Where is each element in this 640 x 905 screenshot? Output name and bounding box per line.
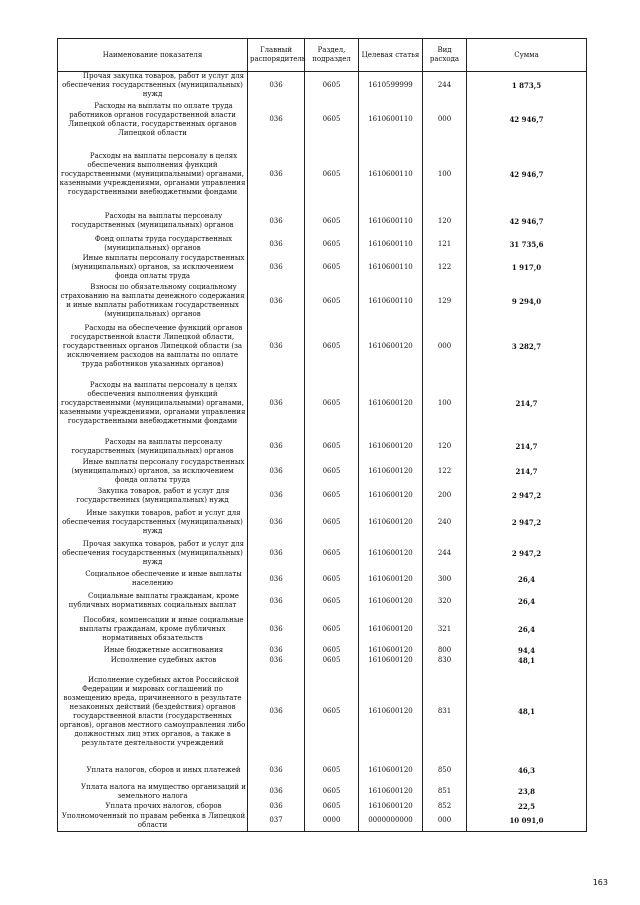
row-target: 1610600110 <box>359 281 423 321</box>
row-amount: 42 946,7 <box>467 99 587 140</box>
row-exp-type: 120 <box>423 208 467 234</box>
row-exp-type: 000 <box>423 321 467 372</box>
row-exp-type: 100 <box>423 140 467 208</box>
row-admin: 036 <box>248 589 305 613</box>
row-name: Прочая закупка товаров, работ и услуг для обеспечения государственных (муниципальных) нужд <box>58 72 248 100</box>
row-exp-type: 200 <box>423 485 467 506</box>
row-admin: 036 <box>248 613 305 645</box>
row-name: Иные выплаты персоналу государственных (муниципальных) органов, за исключением фонда оплаты труда <box>58 254 248 281</box>
row-admin: 036 <box>248 281 305 321</box>
row-amount: 94,4 <box>467 645 587 655</box>
row-section: 0605 <box>305 254 359 281</box>
row-name: Расходы на выплаты персоналу государственных (муниципальных) органов <box>58 435 248 458</box>
row-exp-type: 320 <box>423 589 467 613</box>
row-target: 1610600110 <box>359 234 423 254</box>
row-admin: 036 <box>248 569 305 589</box>
row-exp-type: 129 <box>423 281 467 321</box>
row-name: Уплата налога на имущество организаций и земельного налога <box>58 782 248 801</box>
row-target: 1610600120 <box>359 782 423 801</box>
table-row <box>58 811 587 831</box>
row-amount: 214,7 <box>467 458 587 485</box>
row-amount: 1 917,0 <box>467 254 587 281</box>
table-row <box>58 665 587 758</box>
row-admin: 036 <box>248 655 305 665</box>
row-exp-type: 122 <box>423 458 467 485</box>
row-amount: 26,4 <box>467 569 587 589</box>
table-row <box>58 234 587 254</box>
budget-table <box>57 38 587 832</box>
row-admin: 036 <box>248 234 305 254</box>
row-name: Уплата налогов, сборов и иных платежей <box>58 758 248 782</box>
row-amount: 26,4 <box>467 589 587 613</box>
table-row <box>58 801 587 811</box>
row-section: 0605 <box>305 613 359 645</box>
row-amount: 2 947,2 <box>467 506 587 538</box>
row-amount: 1 873,5 <box>467 72 587 100</box>
row-section: 0605 <box>305 140 359 208</box>
row-name: Расходы на выплаты персоналу в целях обеспечения выполнения функций государственными (муниципальными) органами, казенными учреждениями, органами управления государственными внебюджетными фондами <box>58 140 248 208</box>
row-name: Пособия, компенсации и иные социальные выплаты гражданам, кроме публичных нормативных обязательств <box>58 613 248 645</box>
row-amount: 26,4 <box>467 613 587 645</box>
row-target: 1610600120 <box>359 645 423 655</box>
table-row <box>58 758 587 782</box>
row-name: Закупка товаров, работ и услуг для государственных (муниципальных) нужд <box>58 485 248 506</box>
header-amount: Сумма <box>467 39 587 72</box>
header-section: Раздел, подраздел <box>305 39 359 72</box>
table-row <box>58 372 587 435</box>
table-row <box>58 506 587 538</box>
row-amount: 42 946,7 <box>467 140 587 208</box>
table-row <box>58 435 587 458</box>
table-row <box>58 72 587 100</box>
row-admin: 036 <box>248 435 305 458</box>
row-exp-type: 244 <box>423 72 467 100</box>
row-target: 1610600120 <box>359 538 423 569</box>
row-name: Расходы на выплаты персоналу в целях обеспечения выполнения функций государственными (муниципальными) органами, казенными учреждениями, органами управления государственными внебюджетными фондами <box>58 372 248 435</box>
row-section: 0605 <box>305 321 359 372</box>
row-admin: 037 <box>248 811 305 831</box>
row-name: Расходы на обеспечение функций органов государственной власти Липецкой области, государственных органов Липецкой области (за исключением расходов на выплаты по оплате труда работников указанных органов) <box>58 321 248 372</box>
row-exp-type: 850 <box>423 758 467 782</box>
row-amount: 48,1 <box>467 665 587 758</box>
row-target: 1610600110 <box>359 254 423 281</box>
row-admin: 036 <box>248 140 305 208</box>
table-row <box>58 645 587 655</box>
table-row <box>58 458 587 485</box>
row-exp-type: 831 <box>423 665 467 758</box>
row-amount: 10 091,0 <box>467 811 587 831</box>
row-exp-type: 851 <box>423 782 467 801</box>
row-amount: 23,8 <box>467 782 587 801</box>
table-row <box>58 782 587 801</box>
table-row <box>58 569 587 589</box>
row-admin: 036 <box>248 538 305 569</box>
row-name: Уплата прочих налогов, сборов <box>58 801 248 811</box>
row-name: Расходы на выплаты по оплате труда работников органов государственной власти Липецкой области, государственных органов Липецкой области <box>58 99 248 140</box>
row-amount: 214,7 <box>467 372 587 435</box>
row-admin: 036 <box>248 758 305 782</box>
row-admin: 036 <box>248 801 305 811</box>
row-target: 1610600120 <box>359 613 423 645</box>
header-target: Целевая статья <box>359 39 423 72</box>
row-target: 1610600120 <box>359 589 423 613</box>
row-name: Взносы по обязательному социальному страхованию на выплаты денежного содержания и иные выплаты работникам государственных (муниципальных) органов <box>58 281 248 321</box>
row-name: Прочая закупка товаров, работ и услуг для обеспечения государственных (муниципальных) нужд <box>58 538 248 569</box>
row-exp-type: 852 <box>423 801 467 811</box>
row-section: 0605 <box>305 458 359 485</box>
row-target: 1610600110 <box>359 140 423 208</box>
row-amount: 3 282,7 <box>467 321 587 372</box>
row-exp-type: 321 <box>423 613 467 645</box>
row-target: 1610600120 <box>359 435 423 458</box>
row-section: 0605 <box>305 655 359 665</box>
row-admin: 036 <box>248 782 305 801</box>
row-section: 0000 <box>305 811 359 831</box>
row-amount: 214,7 <box>467 435 587 458</box>
row-exp-type: 244 <box>423 538 467 569</box>
row-admin: 036 <box>248 506 305 538</box>
row-section: 0605 <box>305 485 359 506</box>
page-number: 163 <box>592 878 608 887</box>
row-section: 0605 <box>305 569 359 589</box>
table-row <box>58 281 587 321</box>
row-admin: 036 <box>248 208 305 234</box>
row-section: 0605 <box>305 645 359 655</box>
row-exp-type: 830 <box>423 655 467 665</box>
header-admin: Главный распорядитель <box>248 39 305 72</box>
row-exp-type: 122 <box>423 254 467 281</box>
row-exp-type: 300 <box>423 569 467 589</box>
row-section: 0605 <box>305 538 359 569</box>
row-section: 0605 <box>305 758 359 782</box>
row-target: 1610600120 <box>359 458 423 485</box>
table-row <box>58 99 587 140</box>
row-amount: 9 294,0 <box>467 281 587 321</box>
row-exp-type: 000 <box>423 811 467 831</box>
row-name: Исполнение судебных актов <box>58 655 248 665</box>
row-admin: 036 <box>248 485 305 506</box>
table-row <box>58 254 587 281</box>
row-amount: 2 947,2 <box>467 485 587 506</box>
row-name: Социальное обеспечение и иные выплаты населению <box>58 569 248 589</box>
row-admin: 036 <box>248 645 305 655</box>
row-section: 0605 <box>305 99 359 140</box>
row-admin: 036 <box>248 321 305 372</box>
row-section: 0605 <box>305 208 359 234</box>
row-section: 0605 <box>305 506 359 538</box>
row-admin: 036 <box>248 254 305 281</box>
table-row <box>58 613 587 645</box>
row-amount: 22,5 <box>467 801 587 811</box>
table-row <box>58 589 587 613</box>
row-name: Уполномоченный по правам ребенка в Липецкой области <box>58 811 248 831</box>
row-section: 0605 <box>305 281 359 321</box>
row-admin: 036 <box>248 72 305 100</box>
table-row <box>58 538 587 569</box>
row-exp-type: 121 <box>423 234 467 254</box>
row-target: 1610600120 <box>359 665 423 758</box>
table-header-row <box>58 39 587 72</box>
row-target: 1610600120 <box>359 569 423 589</box>
row-target: 1610600120 <box>359 321 423 372</box>
row-target: 1610600120 <box>359 506 423 538</box>
row-section: 0605 <box>305 72 359 100</box>
row-section: 0605 <box>305 782 359 801</box>
row-target: 1610600120 <box>359 485 423 506</box>
table-row <box>58 321 587 372</box>
table-row <box>58 140 587 208</box>
row-exp-type: 800 <box>423 645 467 655</box>
row-section: 0605 <box>305 234 359 254</box>
row-exp-type: 000 <box>423 99 467 140</box>
row-target: 1610600120 <box>359 801 423 811</box>
row-target: 1610600110 <box>359 99 423 140</box>
row-admin: 036 <box>248 665 305 758</box>
row-section: 0605 <box>305 589 359 613</box>
row-admin: 036 <box>248 458 305 485</box>
row-target: 1610600110 <box>359 208 423 234</box>
row-target: 1610600120 <box>359 655 423 665</box>
row-amount: 31 735,6 <box>467 234 587 254</box>
row-admin: 036 <box>248 372 305 435</box>
table-row <box>58 485 587 506</box>
row-amount: 2 947,2 <box>467 538 587 569</box>
row-amount: 46,3 <box>467 758 587 782</box>
row-name: Иные выплаты персоналу государственных (муниципальных) органов, за исключением фонда оплаты труда <box>58 458 248 485</box>
row-target: 0000000000 <box>359 811 423 831</box>
table-row <box>58 208 587 234</box>
row-target: 1610599999 <box>359 72 423 100</box>
row-section: 0605 <box>305 665 359 758</box>
row-amount: 42 946,7 <box>467 208 587 234</box>
row-admin: 036 <box>248 99 305 140</box>
row-section: 0605 <box>305 435 359 458</box>
row-target: 1610600120 <box>359 372 423 435</box>
table-row <box>58 655 587 665</box>
row-name: Иные бюджетные ассигнования <box>58 645 248 655</box>
row-name: Исполнение судебных актов Российской Федерации и мировых соглашений по возмещению вреда, причиненного в результате незаконных действий (бездействия) органов государственной власти (государственных органов), органов местного самоуправления либо должностных лиц этих органов, а также в результате деятельности учреждений <box>58 665 248 758</box>
header-exp-type: Вид расхода <box>423 39 467 72</box>
row-section: 0605 <box>305 801 359 811</box>
row-exp-type: 100 <box>423 372 467 435</box>
row-name: Фонд оплаты труда государственных (муниципальных) органов <box>58 234 248 254</box>
row-amount: 48,1 <box>467 655 587 665</box>
row-name: Расходы на выплаты персоналу государственных (муниципальных) органов <box>58 208 248 234</box>
row-name: Социальные выплаты гражданам, кроме публичных нормативных социальных выплат <box>58 589 248 613</box>
row-section: 0605 <box>305 372 359 435</box>
row-name: Иные закупки товаров, работ и услуг для обеспечения государственных (муниципальных) нужд <box>58 506 248 538</box>
header-name: Наименование показателя <box>58 39 248 72</box>
row-exp-type: 240 <box>423 506 467 538</box>
row-exp-type: 120 <box>423 435 467 458</box>
row-target: 1610600120 <box>359 758 423 782</box>
